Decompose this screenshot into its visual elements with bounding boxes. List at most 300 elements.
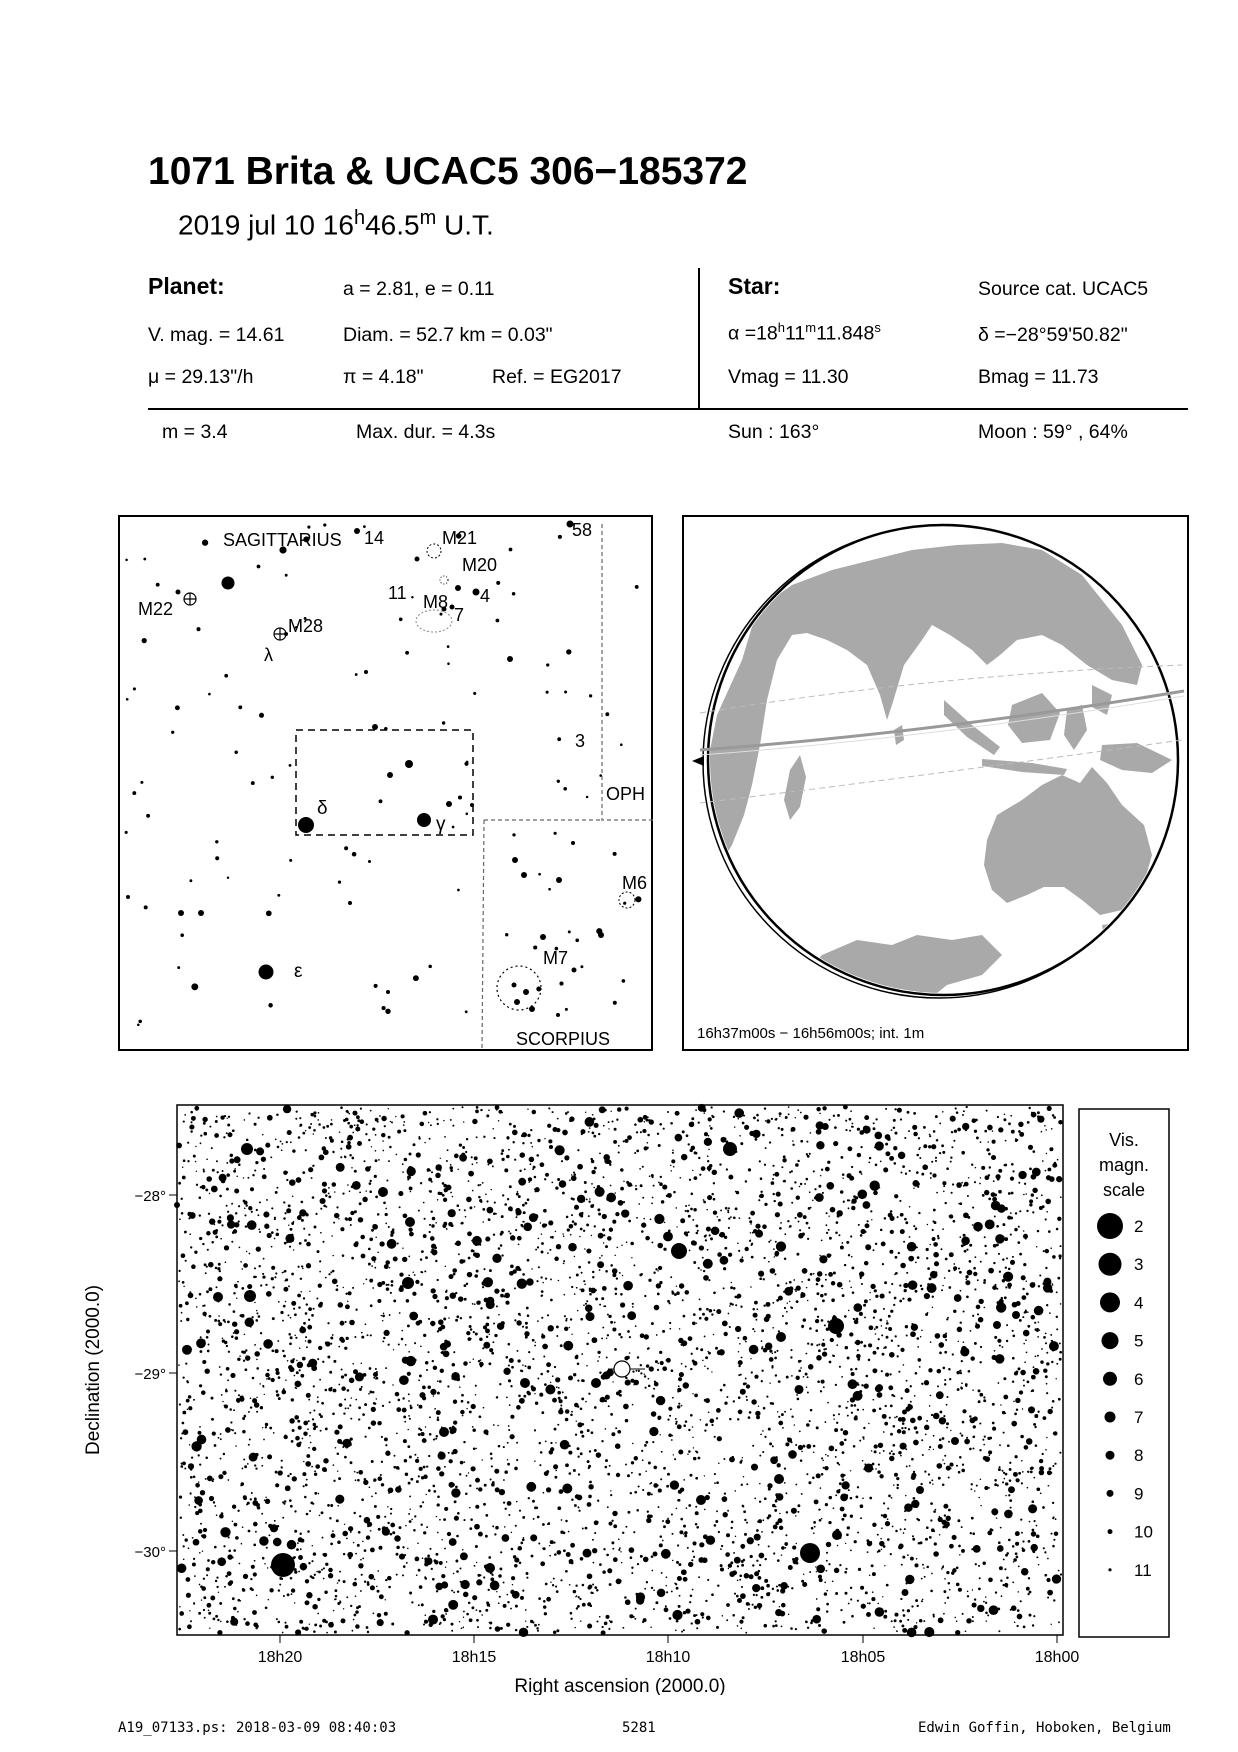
field-star — [282, 1350, 284, 1352]
field-star — [669, 1617, 672, 1620]
field-star — [360, 1108, 362, 1110]
field-star — [933, 1252, 939, 1258]
field-star — [237, 1358, 240, 1361]
field-star — [860, 1517, 862, 1519]
field-star — [965, 1280, 970, 1285]
field-star — [260, 1406, 263, 1409]
field-star — [443, 1318, 446, 1321]
field-star — [899, 1200, 901, 1202]
field-star — [926, 1257, 928, 1259]
field-star — [972, 1224, 974, 1226]
field-star — [658, 1489, 662, 1493]
field-star — [514, 1287, 516, 1289]
field-star — [708, 1411, 710, 1413]
field-star — [789, 1225, 792, 1228]
field-star — [738, 1360, 743, 1365]
field-star — [438, 1319, 444, 1325]
field-star — [676, 1207, 678, 1209]
field-star — [576, 1420, 577, 1421]
field-star — [712, 1170, 717, 1175]
field-star — [368, 1263, 371, 1266]
field-star — [409, 1520, 412, 1523]
field-star — [1014, 1455, 1017, 1458]
field-star — [914, 1395, 916, 1397]
field-star — [754, 1331, 756, 1333]
field-star — [575, 1585, 577, 1587]
field-star — [385, 1213, 388, 1216]
field-star — [840, 1156, 843, 1159]
field-star — [410, 1478, 413, 1481]
field-star — [278, 1470, 283, 1475]
field-star — [644, 1121, 645, 1122]
field-star — [778, 1380, 781, 1383]
field-star — [678, 1605, 681, 1608]
field-star — [365, 1166, 370, 1171]
field-star — [643, 1218, 645, 1220]
field-star — [541, 1317, 543, 1319]
field-star — [453, 1573, 455, 1575]
field-star — [653, 1185, 655, 1187]
field-star — [851, 1206, 855, 1210]
field-star — [536, 1154, 539, 1157]
field-star — [688, 1336, 693, 1341]
field-star — [857, 1600, 859, 1602]
field-star — [907, 1111, 910, 1114]
label-58: 58 — [572, 520, 593, 540]
field-star — [853, 1318, 855, 1320]
field-star — [987, 1141, 989, 1143]
field-star — [816, 1355, 822, 1361]
field-star — [584, 1283, 586, 1285]
field-star — [746, 1483, 748, 1485]
field-star — [616, 1391, 620, 1395]
field-star — [470, 1338, 472, 1340]
field-star — [576, 1274, 579, 1277]
field-star — [321, 1402, 324, 1405]
field-star — [364, 1436, 366, 1438]
field-star — [409, 1186, 413, 1190]
field-star — [402, 1397, 404, 1399]
field-star — [809, 1420, 811, 1422]
field-star — [586, 1198, 588, 1200]
field-star — [436, 1466, 441, 1471]
field-star — [847, 1401, 849, 1403]
field-star — [1004, 1237, 1008, 1241]
field-star — [932, 1229, 934, 1231]
field-star — [411, 1601, 413, 1603]
field-star — [370, 1585, 375, 1590]
field-star — [314, 1470, 316, 1472]
field-star — [742, 1616, 745, 1619]
field-star — [953, 1266, 957, 1270]
field-star — [1030, 1315, 1035, 1320]
field-star — [241, 1543, 243, 1545]
field-star — [1027, 1593, 1029, 1595]
field-star — [317, 1250, 320, 1253]
field-star — [1053, 1539, 1055, 1541]
field-star — [977, 1605, 984, 1612]
field-star — [590, 1158, 593, 1161]
field-star — [344, 1374, 347, 1377]
field-star — [325, 1427, 328, 1430]
field-star — [880, 1294, 885, 1299]
field-star — [700, 1612, 704, 1616]
field-star — [475, 1110, 479, 1114]
field-star — [305, 1130, 306, 1131]
field-star — [1020, 1600, 1022, 1602]
field-star — [666, 1591, 668, 1593]
field-star — [296, 1360, 297, 1361]
field-star — [508, 1379, 511, 1382]
field-star — [774, 1252, 778, 1256]
field-star — [632, 1306, 634, 1308]
field-star — [593, 1135, 596, 1138]
field-star — [337, 1439, 342, 1444]
field-star — [294, 1530, 297, 1533]
label-m21: M21 — [442, 528, 478, 548]
field-star — [698, 1104, 706, 1112]
field-star — [426, 1526, 428, 1528]
field-star — [720, 1548, 722, 1550]
field-star — [386, 1527, 389, 1530]
field-star — [586, 1223, 589, 1226]
field-star — [538, 1597, 541, 1600]
field-star — [290, 1505, 293, 1508]
field-star — [913, 1188, 914, 1189]
field-star — [1036, 1534, 1040, 1538]
field-star — [532, 1146, 533, 1147]
earth-map-caption: 16h37m00s − 16h56m00s; int. 1m — [697, 1025, 925, 1042]
field-star — [1020, 1435, 1024, 1439]
field-star — [450, 1164, 452, 1166]
field-star — [629, 1352, 631, 1354]
field-star — [973, 1272, 977, 1276]
field-star — [200, 1142, 202, 1144]
field-star — [723, 1458, 725, 1460]
field-star — [925, 1434, 927, 1436]
field-star — [544, 1178, 546, 1180]
field-star — [717, 1216, 718, 1217]
field-star — [488, 1109, 490, 1111]
field-star — [716, 1510, 718, 1512]
field-star — [819, 1113, 821, 1115]
field-star — [419, 1374, 422, 1377]
field-star — [875, 1164, 878, 1167]
field-star — [848, 1603, 850, 1605]
field-star — [253, 1622, 258, 1627]
field-star — [273, 1432, 275, 1434]
field-star — [443, 1351, 450, 1358]
field-star — [215, 1235, 218, 1238]
field-star — [399, 1375, 409, 1385]
field-star — [821, 1457, 823, 1459]
field-star — [698, 1267, 700, 1269]
field-star — [578, 1596, 580, 1598]
field-star — [216, 1514, 218, 1516]
field-star — [759, 1277, 762, 1280]
field-star — [971, 1483, 973, 1485]
field-star — [360, 1590, 362, 1592]
field-star — [449, 1427, 452, 1430]
field-star — [732, 1570, 737, 1575]
field-star — [1060, 1573, 1062, 1575]
field-star — [894, 1417, 896, 1419]
field-star — [312, 1447, 316, 1451]
field-star — [318, 1570, 321, 1573]
field-star — [278, 1301, 280, 1303]
field-star — [187, 1408, 189, 1410]
field-star — [572, 1198, 575, 1201]
field-star — [825, 1503, 828, 1506]
field-star — [654, 1382, 659, 1387]
field-star — [1000, 1527, 1002, 1529]
field-star — [974, 1181, 976, 1183]
finder-star — [257, 565, 261, 569]
field-star — [423, 1531, 426, 1534]
field-star — [821, 1240, 823, 1242]
field-star — [942, 1181, 946, 1185]
field-star — [809, 1191, 811, 1193]
field-star — [256, 1367, 259, 1370]
field-star — [361, 1332, 363, 1334]
field-star — [500, 1244, 503, 1247]
field-star — [970, 1330, 972, 1332]
field-star — [878, 1550, 881, 1553]
field-star — [939, 1352, 942, 1355]
field-star — [458, 1253, 460, 1255]
field-star — [464, 1209, 466, 1211]
field-star — [765, 1147, 767, 1149]
field-star — [183, 1545, 185, 1547]
field-star — [217, 1630, 222, 1635]
field-star — [538, 1238, 540, 1240]
field-star — [401, 1338, 404, 1341]
field-star — [892, 1526, 894, 1528]
field-star — [222, 1337, 224, 1339]
field-star — [375, 1159, 378, 1162]
field-star — [365, 1190, 366, 1191]
field-star — [768, 1545, 770, 1547]
field-star — [992, 1130, 994, 1132]
field-star — [874, 1444, 878, 1448]
field-star — [948, 1509, 951, 1512]
field-star — [907, 1554, 909, 1556]
field-star — [488, 1362, 491, 1365]
field-star — [525, 1326, 528, 1329]
field-star — [881, 1514, 883, 1516]
field-star — [872, 1591, 874, 1593]
field-star — [451, 1630, 453, 1632]
field-star — [874, 1328, 876, 1330]
field-star — [885, 1405, 887, 1407]
field-star — [640, 1118, 643, 1121]
field-star — [730, 1561, 733, 1564]
field-star — [716, 1481, 719, 1484]
field-star — [688, 1143, 690, 1145]
finder-star — [507, 656, 513, 662]
field-star — [330, 1123, 333, 1126]
field-star — [320, 1198, 326, 1204]
field-star — [616, 1473, 620, 1477]
field-star — [847, 1146, 852, 1151]
field-star — [812, 1477, 815, 1480]
field-star — [395, 1116, 396, 1117]
field-star — [276, 1618, 278, 1620]
field-star — [830, 1207, 836, 1213]
field-star — [308, 1562, 310, 1564]
field-star — [500, 1551, 502, 1553]
field-star — [915, 1599, 918, 1602]
field-star — [525, 1322, 528, 1325]
field-star — [588, 1393, 590, 1395]
field-star — [379, 1546, 383, 1550]
field-star — [762, 1134, 765, 1137]
field-star — [196, 1184, 198, 1186]
field-star — [1057, 1277, 1060, 1280]
star-vmag: Vmag = 11.30 — [728, 366, 849, 388]
field-star — [806, 1473, 808, 1475]
field-star — [989, 1454, 991, 1456]
field-star — [903, 1614, 906, 1617]
field-star — [853, 1391, 863, 1401]
field-star — [251, 1211, 253, 1213]
field-star — [1059, 1452, 1061, 1454]
field-star — [206, 1290, 209, 1293]
field-star — [746, 1384, 750, 1388]
field-star — [217, 1320, 220, 1323]
field-star — [912, 1180, 919, 1187]
field-star — [414, 1454, 416, 1456]
field-star — [782, 1427, 784, 1429]
field-star — [743, 1510, 746, 1513]
finder-star — [596, 928, 602, 934]
field-star — [970, 1488, 972, 1490]
field-star — [634, 1123, 637, 1126]
field-star — [821, 1518, 823, 1520]
field-star — [236, 1298, 237, 1299]
field-star — [893, 1119, 896, 1122]
finder-star — [620, 743, 623, 746]
field-star — [615, 1212, 619, 1216]
field-star — [760, 1596, 763, 1599]
field-star — [554, 1553, 557, 1556]
field-star — [993, 1244, 997, 1248]
finder-star — [143, 558, 146, 561]
field-star — [883, 1450, 885, 1452]
field-star — [922, 1164, 928, 1170]
field-star — [406, 1299, 409, 1302]
field-star — [252, 1377, 255, 1380]
field-star — [973, 1416, 978, 1421]
field-star — [775, 1500, 778, 1503]
field-star — [828, 1119, 830, 1121]
field-star — [508, 1343, 511, 1346]
field-star — [805, 1621, 808, 1624]
field-star — [1040, 1360, 1043, 1363]
field-star — [361, 1574, 363, 1576]
field-star — [859, 1130, 864, 1135]
field-star — [922, 1454, 924, 1456]
field-star — [743, 1382, 746, 1385]
field-star — [464, 1298, 467, 1301]
field-star — [384, 1330, 390, 1336]
field-star — [948, 1441, 950, 1443]
field-star — [713, 1182, 715, 1184]
field-star — [303, 1322, 306, 1325]
field-star — [347, 1184, 349, 1186]
field-star — [860, 1341, 863, 1344]
field-star — [233, 1409, 235, 1411]
field-star — [1027, 1487, 1029, 1489]
field-star — [431, 1171, 433, 1173]
field-star — [971, 1163, 973, 1165]
field-star — [840, 1507, 845, 1512]
field-star — [813, 1273, 815, 1275]
field-star — [902, 1298, 904, 1300]
field-star — [879, 1541, 884, 1546]
field-star — [313, 1133, 315, 1135]
field-star — [487, 1604, 490, 1607]
field-star — [896, 1477, 899, 1480]
field-star — [492, 1574, 494, 1576]
field-star — [649, 1366, 654, 1371]
field-star — [906, 1380, 908, 1382]
finder-star — [338, 880, 341, 883]
field-star — [423, 1202, 425, 1204]
field-star — [526, 1391, 530, 1395]
field-star — [356, 1115, 360, 1119]
field-star — [998, 1190, 1002, 1194]
field-star — [569, 1472, 572, 1475]
field-star — [282, 1320, 284, 1322]
field-star — [519, 1510, 521, 1512]
field-star — [978, 1497, 980, 1499]
field-star — [777, 1463, 781, 1467]
field-star — [323, 1458, 328, 1463]
field-star — [821, 1169, 823, 1171]
label-m28: M28 — [288, 616, 324, 636]
field-star — [946, 1167, 949, 1170]
field-star — [738, 1118, 740, 1120]
field-star — [739, 1343, 741, 1345]
field-star — [829, 1237, 832, 1240]
field-star — [545, 1441, 547, 1443]
field-star — [319, 1515, 321, 1517]
field-star — [828, 1563, 830, 1565]
field-star — [907, 1298, 911, 1302]
field-star — [919, 1157, 921, 1159]
field-star — [541, 1233, 542, 1234]
field-star — [332, 1334, 334, 1336]
field-star — [739, 1135, 741, 1137]
field-star — [705, 1356, 708, 1359]
field-star — [195, 1298, 197, 1300]
field-star — [1011, 1163, 1014, 1166]
field-star — [689, 1179, 691, 1181]
field-star — [954, 1294, 962, 1302]
field-star — [920, 1336, 922, 1338]
field-star — [408, 1166, 413, 1171]
field-star — [280, 1140, 282, 1142]
field-star — [452, 1125, 454, 1127]
field-star — [989, 1605, 999, 1615]
field-star — [918, 1212, 920, 1214]
field-star — [979, 1393, 983, 1397]
field-star — [570, 1414, 573, 1417]
field-star — [522, 1273, 525, 1276]
field-star — [361, 1336, 364, 1339]
field-star — [526, 1626, 528, 1628]
